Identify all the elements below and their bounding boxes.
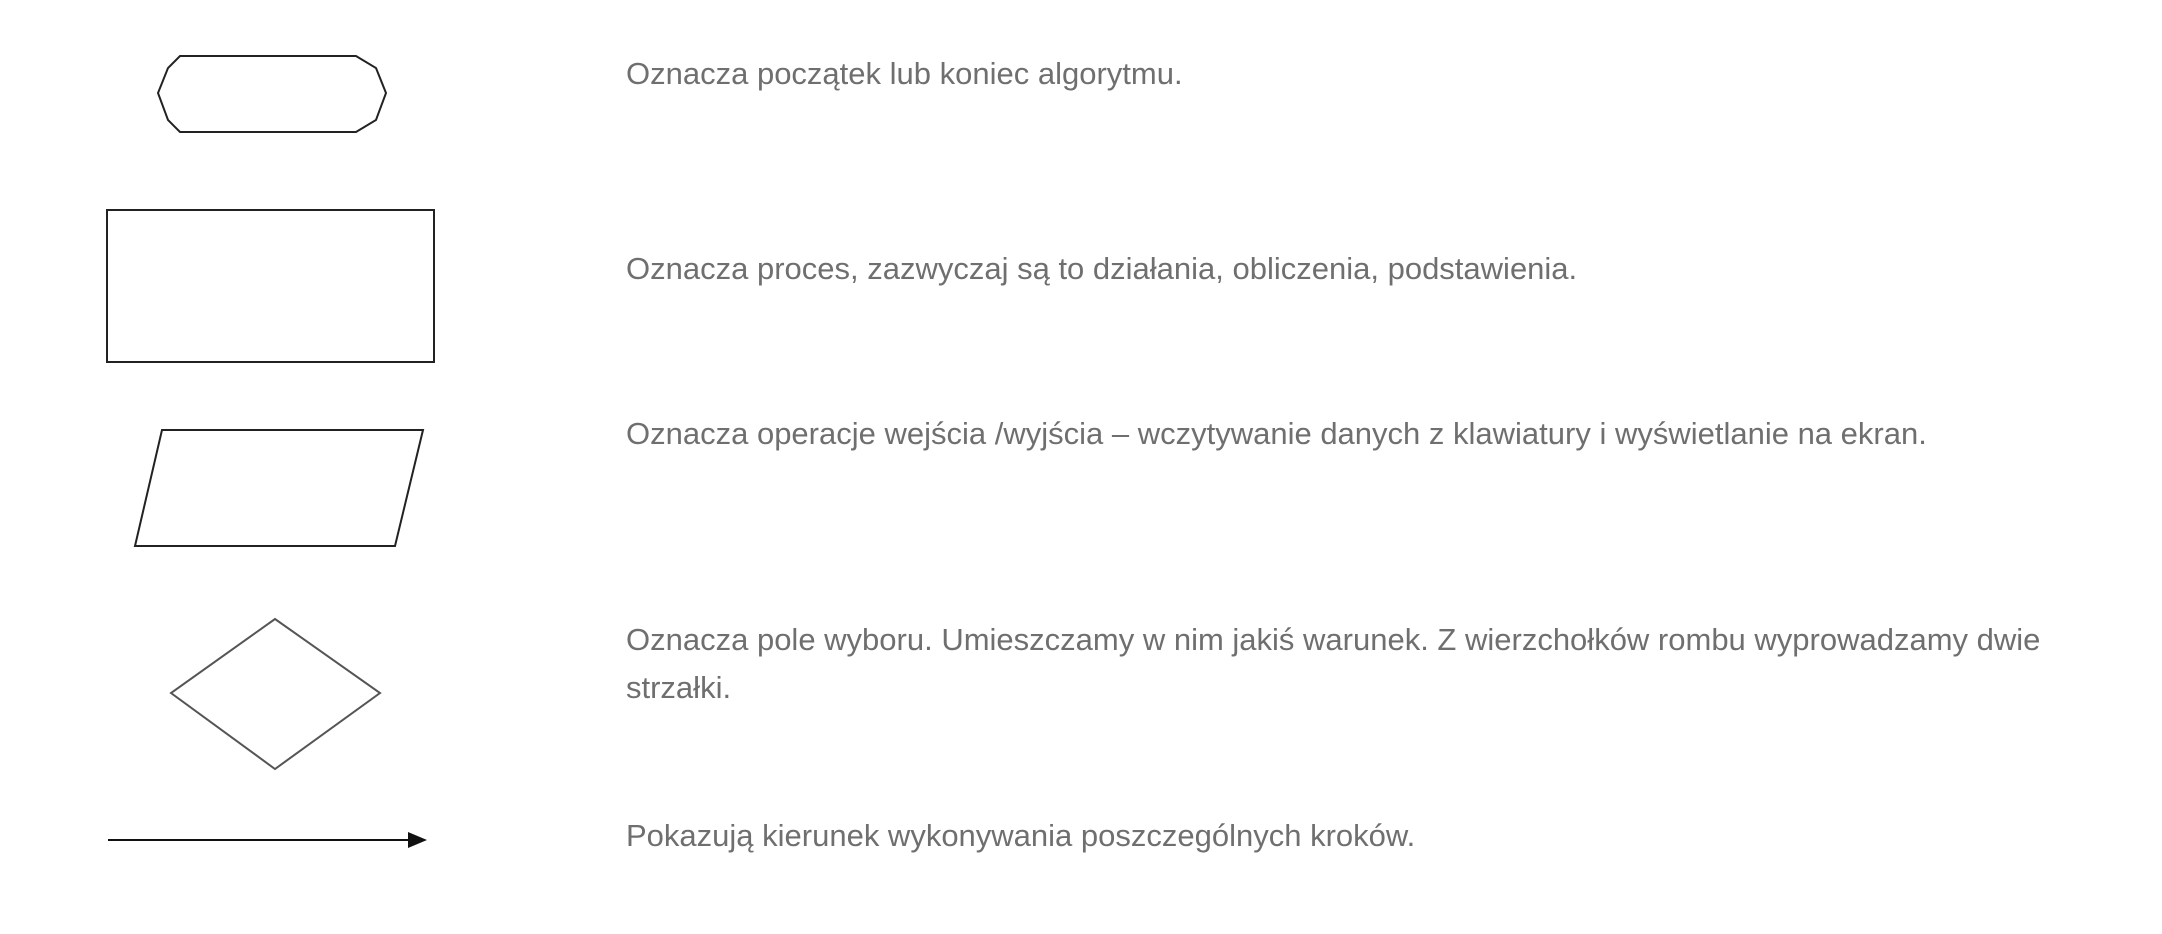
legend-row-arrow xyxy=(0,800,2162,880)
legend-row-decision xyxy=(0,610,2162,780)
process-description: Oznacza proces, zazwyczaj są to działania, obliczenia, podstawienia. xyxy=(626,251,1578,286)
arrow-description: Pokazują kierunek wykonywania poszczególnych kroków. xyxy=(626,818,1416,853)
decision-description: Oznacza pole wyboru. Umieszczamy w nim jakiś warunek. Z wierzchołków rombu wyprowadzamy dwie strzałki. xyxy=(626,622,2041,705)
process-rectangle-icon xyxy=(0,190,460,380)
io-parallelogram-icon xyxy=(0,410,460,560)
terminator-oval-icon xyxy=(0,0,420,170)
legend-row-io xyxy=(0,410,2162,560)
terminator-description: Oznacza początek lub koniec algorytmu. xyxy=(626,56,1183,91)
legend-row-terminator xyxy=(0,0,2162,170)
io-description: Oznacza operacje wejścia /wyjścia – wczytywanie danych z klawiatury i wyświetlanie na ekran. xyxy=(626,416,1927,451)
flow-arrow-icon xyxy=(0,800,460,880)
legend-row-process xyxy=(0,190,2162,380)
decision-diamond-icon xyxy=(0,610,460,780)
